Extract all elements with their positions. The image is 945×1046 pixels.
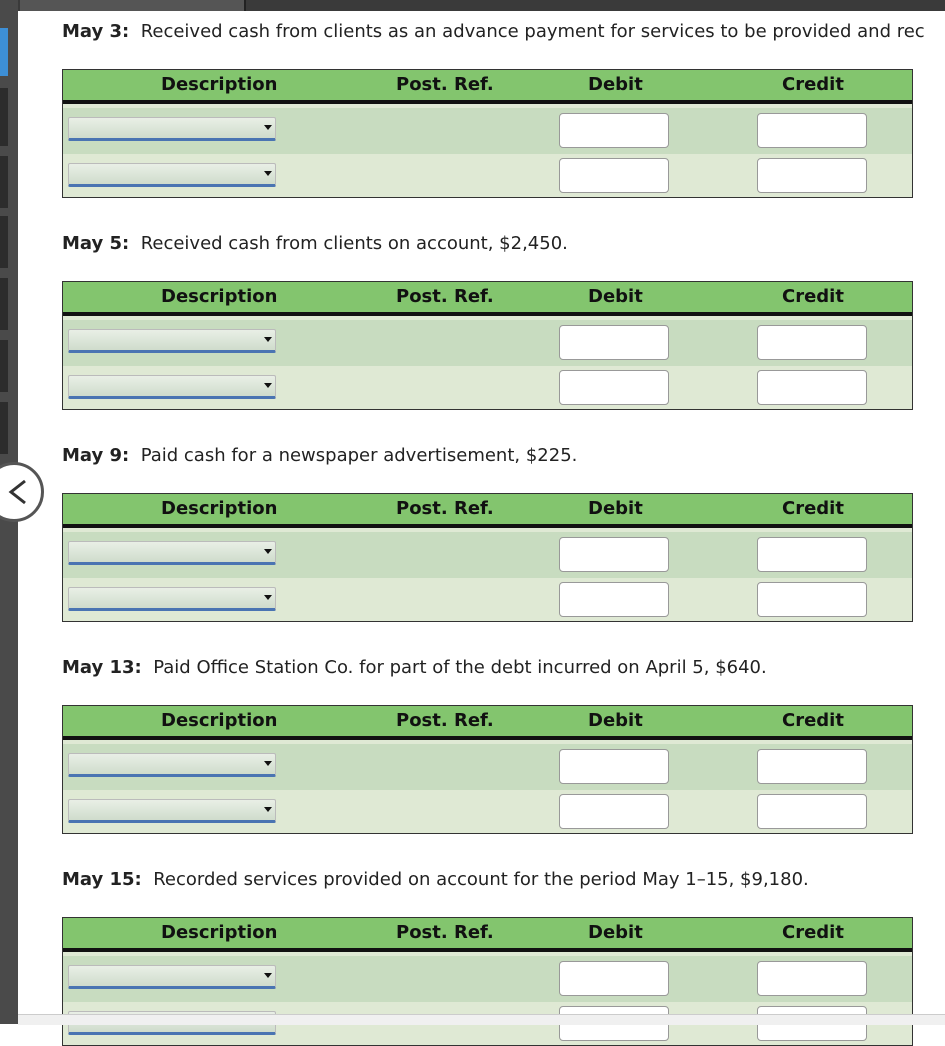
credit-input[interactable] xyxy=(757,961,867,996)
top-chrome-bar xyxy=(18,0,945,11)
horizontal-scrollbar[interactable] xyxy=(18,1014,945,1025)
account-select[interactable] xyxy=(68,163,276,187)
credit-input[interactable] xyxy=(757,113,867,148)
debit-input[interactable] xyxy=(559,961,669,996)
credit-input[interactable] xyxy=(757,158,867,193)
credit-input[interactable] xyxy=(757,370,867,405)
credit-input[interactable] xyxy=(757,325,867,360)
debit-input[interactable] xyxy=(559,158,669,193)
header-post-ref: Post. Ref. xyxy=(396,710,494,731)
table-header xyxy=(63,494,912,528)
account-select[interactable] xyxy=(68,541,276,565)
header-description: Description xyxy=(161,286,278,307)
entry-description: Paid cash for a newspaper advertisement, $225. xyxy=(140,445,578,466)
entry-date: May 9: xyxy=(62,445,130,466)
entry-date: May 3: xyxy=(62,21,130,42)
table-row xyxy=(63,744,912,790)
dropdown-arrow-icon xyxy=(264,595,272,600)
header-debit: Debit xyxy=(588,498,643,519)
dropdown-arrow-icon xyxy=(264,337,272,342)
entry-description: Paid Office Station Co. for part of the debt incurred on April 5, $640. xyxy=(153,657,767,678)
journal-table xyxy=(62,705,913,834)
debit-input[interactable] xyxy=(559,370,669,405)
header-post-ref: Post. Ref. xyxy=(396,74,494,95)
table-row xyxy=(63,154,912,197)
header-credit: Credit xyxy=(782,74,844,95)
header-credit: Credit xyxy=(782,286,844,307)
header-debit: Debit xyxy=(588,74,643,95)
table-header xyxy=(63,70,912,104)
header-credit: Credit xyxy=(782,922,844,943)
account-select[interactable] xyxy=(68,117,276,141)
dropdown-arrow-icon xyxy=(264,171,272,176)
table-row xyxy=(63,790,912,833)
dropdown-arrow-icon xyxy=(264,973,272,978)
table-header xyxy=(63,918,912,952)
table-header xyxy=(63,706,912,740)
header-debit: Debit xyxy=(588,286,643,307)
account-select[interactable] xyxy=(68,799,276,823)
table-row xyxy=(63,578,912,621)
account-select[interactable] xyxy=(68,329,276,353)
entry-description: Received cash from clients as an advance payment for services to be provided and rec xyxy=(140,21,925,42)
journal-table xyxy=(62,493,913,622)
debit-input[interactable] xyxy=(559,794,669,829)
header-debit: Debit xyxy=(588,922,643,943)
credit-input[interactable] xyxy=(757,749,867,784)
account-select[interactable] xyxy=(68,587,276,611)
table-row xyxy=(63,956,912,1002)
account-select[interactable] xyxy=(68,965,276,989)
table-row xyxy=(63,108,912,154)
entry-description: Recorded services provided on account for the period May 1–15, $9,180. xyxy=(153,869,809,890)
debit-input[interactable] xyxy=(559,113,669,148)
table-header xyxy=(63,282,912,316)
dropdown-arrow-icon xyxy=(264,549,272,554)
debit-input[interactable] xyxy=(559,537,669,572)
table-row xyxy=(63,320,912,366)
header-post-ref: Post. Ref. xyxy=(396,498,494,519)
journal-table xyxy=(62,281,913,410)
credit-input[interactable] xyxy=(757,582,867,617)
header-credit: Credit xyxy=(782,710,844,731)
credit-input[interactable] xyxy=(757,537,867,572)
header-credit: Credit xyxy=(782,498,844,519)
entry-description: Received cash from clients on account, $2,450. xyxy=(140,233,568,254)
entry-date: May 5: xyxy=(62,233,130,254)
header-post-ref: Post. Ref. xyxy=(396,922,494,943)
dropdown-arrow-icon xyxy=(264,125,272,130)
dropdown-arrow-icon xyxy=(264,761,272,766)
header-post-ref: Post. Ref. xyxy=(396,286,494,307)
table-row xyxy=(63,532,912,578)
journal-table xyxy=(62,917,913,1046)
debit-input[interactable] xyxy=(559,325,669,360)
header-description: Description xyxy=(161,74,278,95)
debit-input[interactable] xyxy=(559,749,669,784)
table-row xyxy=(63,366,912,409)
sidebar-accent xyxy=(0,28,8,76)
entry-date: May 15: xyxy=(62,869,142,890)
chevron-left-icon xyxy=(0,477,29,507)
account-select[interactable] xyxy=(68,753,276,777)
dropdown-arrow-icon xyxy=(264,383,272,388)
header-description: Description xyxy=(161,498,278,519)
header-description: Description xyxy=(161,710,278,731)
header-debit: Debit xyxy=(588,710,643,731)
back-button[interactable] xyxy=(0,462,44,522)
debit-input[interactable] xyxy=(559,582,669,617)
dropdown-arrow-icon xyxy=(264,807,272,812)
journal-table xyxy=(62,69,913,198)
header-description: Description xyxy=(161,922,278,943)
credit-input[interactable] xyxy=(757,794,867,829)
account-select[interactable] xyxy=(68,375,276,399)
entry-date: May 13: xyxy=(62,657,142,678)
